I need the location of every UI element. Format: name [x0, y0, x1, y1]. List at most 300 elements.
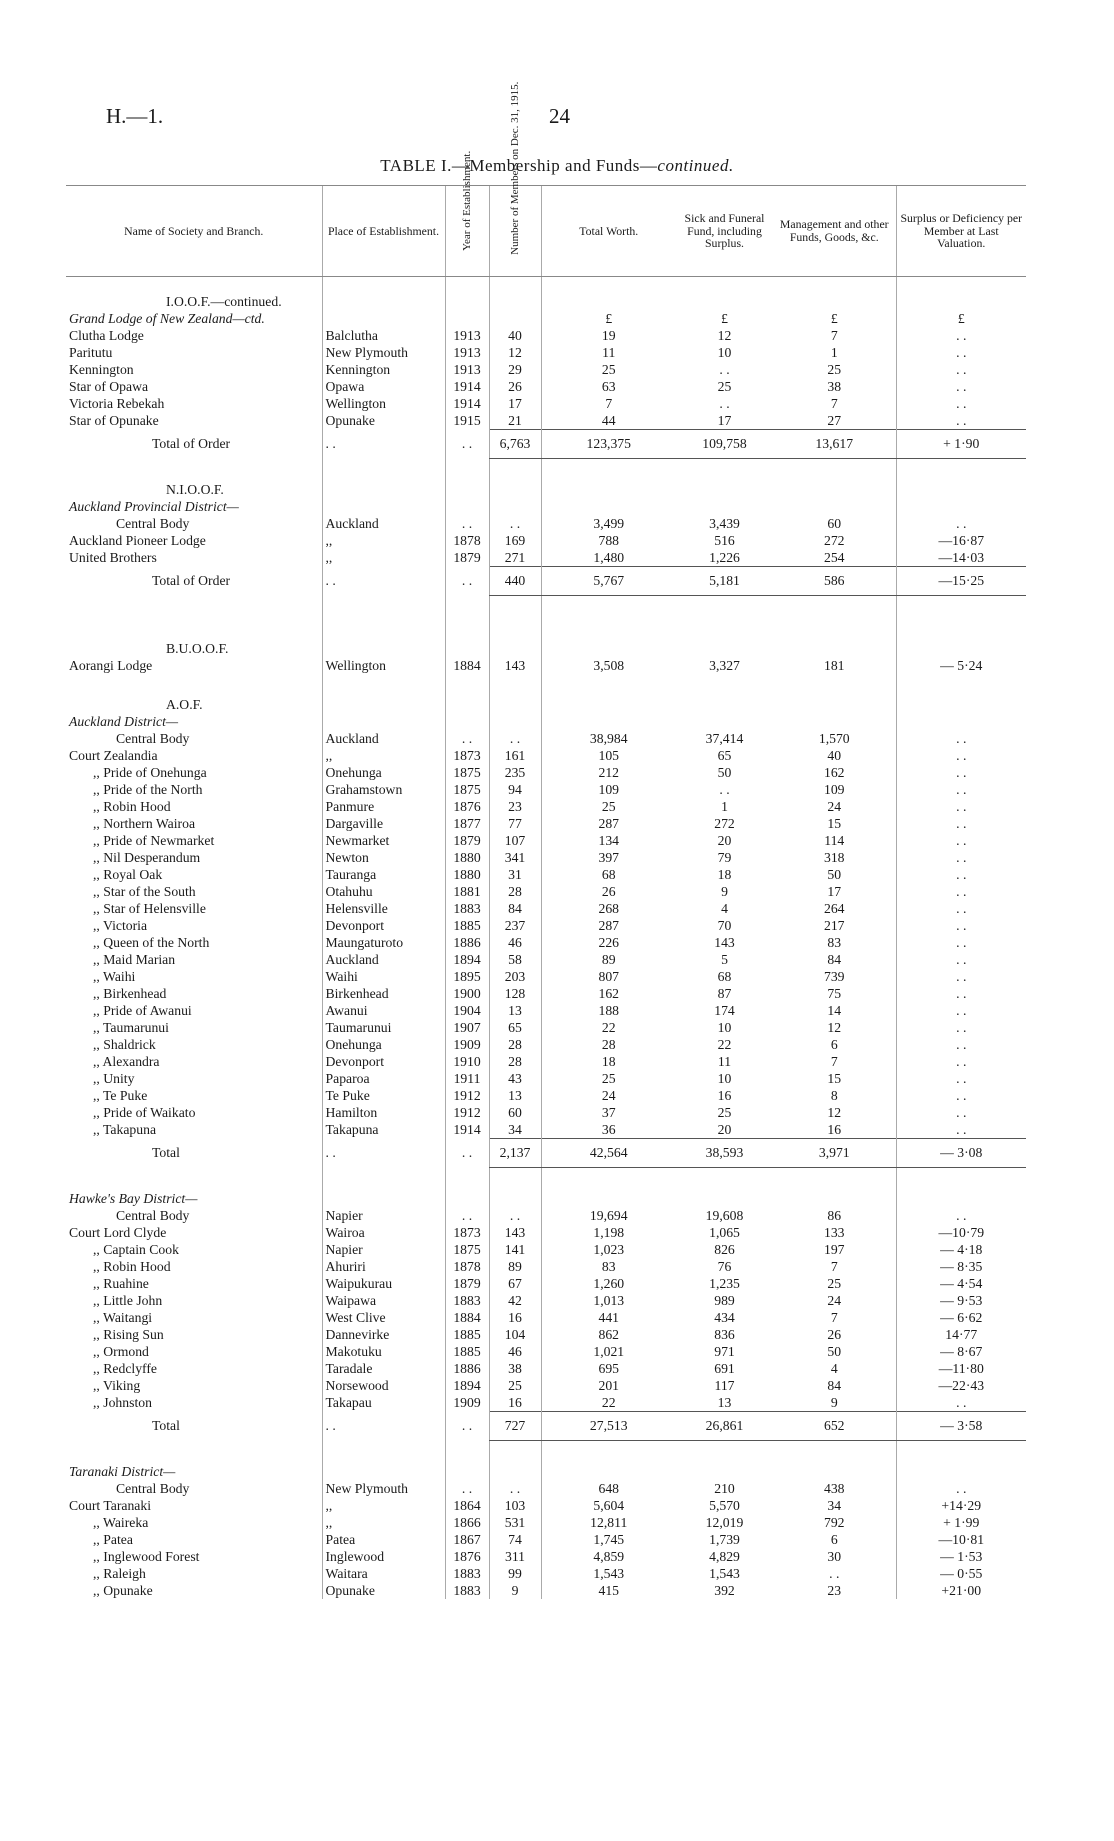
- cell-sick: 117: [714, 1378, 735, 1393]
- cell-worth: [541, 696, 676, 713]
- cell-mgmt: 6: [830, 1037, 838, 1052]
- cell-year: 1881: [445, 883, 489, 900]
- cell-place: Awanui: [322, 1002, 445, 1019]
- cell-place: . .: [322, 430, 445, 459]
- cell-year: 1878: [445, 532, 489, 549]
- table-row: [66, 968, 1026, 985]
- cell-name: ,, Inglewood Forest: [93, 1549, 200, 1564]
- table-row: [66, 713, 1026, 730]
- cell-worth: [541, 293, 676, 310]
- cell-worth: [541, 481, 676, 498]
- table-row: [66, 696, 1026, 713]
- cell-place: . .: [322, 567, 445, 596]
- cell-surplus: . .: [896, 1002, 1026, 1019]
- cell-surplus: . .: [896, 866, 1026, 883]
- cell-worth: 105: [541, 747, 676, 764]
- cell-sick: [676, 696, 773, 713]
- cell-place: Waipukurau: [322, 1275, 445, 1292]
- cell-name: ,, Opunake: [93, 1583, 153, 1598]
- cell-mgmt: [773, 640, 896, 657]
- cell-sick: 9: [721, 884, 728, 899]
- cell-members: 29: [489, 361, 541, 378]
- cell-sick: [676, 1168, 773, 1191]
- cell-surplus: . .: [896, 515, 1026, 532]
- cell-place: Dargaville: [322, 815, 445, 832]
- cell-worth: 83: [541, 1258, 676, 1275]
- cell-place: Opunake: [322, 412, 445, 430]
- cell-sick: 691: [714, 1361, 735, 1376]
- cell-name: ,, Takapuna: [93, 1122, 157, 1138]
- cell-mgmt: 40: [827, 748, 842, 763]
- cell-place: ,,: [322, 1497, 445, 1514]
- cell-members: 89: [489, 1258, 541, 1275]
- cell-year: 1879: [445, 549, 489, 567]
- cell-members: 107: [489, 832, 541, 849]
- cell-sick: [676, 674, 773, 696]
- cell-year: [445, 277, 489, 294]
- cell-mgmt: 12: [827, 1105, 842, 1120]
- cell-members: 13: [489, 1002, 541, 1019]
- cell-name: Auckland District—: [69, 714, 179, 729]
- cell-sick: 1: [721, 799, 728, 814]
- cell-mgmt: [773, 459, 896, 482]
- cell-worth: 1,013: [541, 1292, 676, 1309]
- table-row: [66, 866, 1026, 883]
- cell-surplus: [896, 596, 1026, 619]
- cell-worth: [541, 1463, 676, 1480]
- cell-mgmt: 38: [827, 379, 842, 394]
- cell-mgmt: 84: [827, 952, 842, 967]
- col-header-surplus: Surplus or Deficiency per Member at Last Valuation.: [896, 186, 1026, 277]
- table-row: [66, 1463, 1026, 1480]
- cell-name: Central Body: [116, 731, 190, 746]
- cell-sick: 5,181: [676, 567, 773, 596]
- table-row: [66, 1360, 1026, 1377]
- cell-members: 23: [489, 798, 541, 815]
- table-row: [66, 1121, 1026, 1139]
- table-row: [66, 832, 1026, 849]
- cell-worth: 63: [541, 378, 676, 395]
- table-row: [66, 1514, 1026, 1531]
- cell-place: [322, 618, 445, 640]
- col-header-members: [489, 81, 541, 277]
- cell-worth: 28: [541, 1036, 676, 1053]
- cell-sick: 989: [714, 1293, 735, 1308]
- cell-place: Onehunga: [322, 1036, 445, 1053]
- cell-surplus: — 3·58: [896, 1412, 1026, 1441]
- table-row: [66, 883, 1026, 900]
- cell-worth: [541, 1168, 676, 1191]
- cell-surplus: [896, 1168, 1026, 1191]
- cell-worth: 1,543: [541, 1565, 676, 1582]
- table-row: [66, 1394, 1026, 1412]
- cell-members: 58: [489, 951, 541, 968]
- cell-worth: 1,021: [541, 1343, 676, 1360]
- cell-surplus: 14·77: [896, 1326, 1026, 1343]
- page-number: 24: [549, 104, 570, 128]
- cell-place: Auckland: [322, 951, 445, 968]
- cell-worth: 201: [541, 1377, 676, 1394]
- cell-name: [66, 459, 322, 482]
- cell-members: 99: [489, 1565, 541, 1582]
- cell-surplus: + 1·90: [896, 430, 1026, 459]
- cell-surplus: — 9·53: [896, 1292, 1026, 1309]
- cell-surplus: . .: [896, 1053, 1026, 1070]
- cell-sick: [676, 1463, 773, 1480]
- cell-place: [322, 277, 445, 294]
- cell-name: ,, Robin Hood: [93, 1259, 171, 1274]
- cell-name: Taranaki District—: [69, 1464, 176, 1479]
- cell-surplus: . .: [896, 798, 1026, 815]
- table-row: [66, 1326, 1026, 1343]
- cell-place: Paparoa: [322, 1070, 445, 1087]
- cell-members: 12: [489, 344, 541, 361]
- cell-mgmt: [773, 674, 896, 696]
- cell-sick: 272: [714, 816, 735, 831]
- cell-mgmt: 792: [823, 1515, 845, 1530]
- cell-mgmt: [773, 1190, 896, 1207]
- table-body: [66, 277, 1026, 1600]
- cell-members: 94: [489, 781, 541, 798]
- cell-place: Ahuriri: [322, 1258, 445, 1275]
- cell-year: 1885: [445, 917, 489, 934]
- cell-year: 1876: [445, 1548, 489, 1565]
- cell-sick: 76: [717, 1259, 732, 1274]
- cell-surplus: . .: [896, 985, 1026, 1002]
- table-row: [66, 1258, 1026, 1275]
- cell-members: 67: [489, 1275, 541, 1292]
- cell-sick: 1,739: [709, 1532, 740, 1547]
- cell-sick: 174: [714, 1003, 735, 1018]
- table-title-main: TABLE I.—Membership and Funds—: [380, 156, 658, 175]
- table-row: [66, 1036, 1026, 1053]
- cell-place: Onehunga: [322, 764, 445, 781]
- table-row: [66, 1497, 1026, 1514]
- cell-worth: 12,811: [541, 1514, 676, 1531]
- cell-mgmt: 586: [773, 567, 896, 596]
- cell-worth: 44: [541, 412, 676, 430]
- cell-name: ,, Star of Helensville: [93, 901, 206, 916]
- cell-worth: 89: [541, 951, 676, 968]
- cell-place: Inglewood: [322, 1548, 445, 1565]
- cell-mgmt: 25: [827, 362, 842, 377]
- cell-members: . .: [489, 1207, 541, 1224]
- cell-worth: 226: [541, 934, 676, 951]
- cell-surplus: . .: [896, 361, 1026, 378]
- cell-members: 104: [489, 1326, 541, 1343]
- cell-sick: [676, 1190, 773, 1207]
- cell-surplus: . .: [896, 395, 1026, 412]
- cell-mgmt: 16: [827, 1122, 842, 1137]
- cell-place: ,,: [322, 1514, 445, 1531]
- table-row: [66, 1070, 1026, 1087]
- cell-worth: 26: [541, 883, 676, 900]
- cell-surplus: . .: [896, 1394, 1026, 1412]
- cell-mgmt: 23: [827, 1583, 842, 1598]
- cell-members: 25: [489, 1377, 541, 1394]
- cell-surplus: . .: [896, 1087, 1026, 1104]
- cell-surplus: +14·29: [896, 1497, 1026, 1514]
- table-row: [66, 730, 1026, 747]
- cell-surplus: [896, 1441, 1026, 1464]
- cell-mgmt: 9: [830, 1395, 838, 1410]
- cell-name: ,, Star of the South: [93, 884, 196, 899]
- cell-year: 1910: [445, 1053, 489, 1070]
- cell-sick: 826: [714, 1242, 735, 1257]
- cell-members: [489, 696, 541, 713]
- cell-surplus: . .: [896, 917, 1026, 934]
- col-header-year: [445, 150, 489, 277]
- cell-members: 271: [489, 549, 541, 567]
- cell-year: [445, 1168, 489, 1191]
- cell-sick: 25: [717, 1105, 732, 1120]
- cell-surplus: . .: [896, 747, 1026, 764]
- cell-mgmt: 7: [830, 1310, 838, 1325]
- cell-name: ,, Captain Cook: [93, 1242, 179, 1257]
- cell-surplus: . .: [896, 730, 1026, 747]
- cell-name: ,, Ruahine: [93, 1276, 149, 1291]
- table-row: [66, 1548, 1026, 1565]
- cell-worth: 22: [541, 1019, 676, 1036]
- table-row: [66, 1053, 1026, 1070]
- cell-worth: 1,023: [541, 1241, 676, 1258]
- cell-year: [445, 696, 489, 713]
- cell-name: Total of Order: [152, 436, 231, 451]
- cell-worth: 68: [541, 866, 676, 883]
- cell-name: Aorangi Lodge: [69, 658, 153, 673]
- cell-place: Waitara: [322, 1565, 445, 1582]
- cell-worth: 1,260: [541, 1275, 676, 1292]
- cell-members: [489, 674, 541, 696]
- cell-sick: 10: [717, 1020, 732, 1035]
- cell-mgmt: 739: [823, 969, 845, 984]
- col-header-members-label: Number of Members on Dec. 31, 1915.: [508, 81, 521, 255]
- cell-mgmt: 7: [830, 1259, 838, 1274]
- cell-sick: . .: [719, 396, 730, 411]
- cell-members: 128: [489, 985, 541, 1002]
- cell-sick: 19,608: [705, 1208, 744, 1223]
- cell-mgmt: [773, 696, 896, 713]
- cell-mgmt: 27: [827, 413, 842, 428]
- total-row: [66, 430, 1026, 459]
- table-row: [66, 1275, 1026, 1292]
- cell-year: 1886: [445, 1360, 489, 1377]
- table-row: [66, 395, 1026, 412]
- table-row: [66, 515, 1026, 532]
- cell-year: 1875: [445, 764, 489, 781]
- cell-name: ,, Waihi: [93, 969, 136, 984]
- cell-sick: 5: [721, 952, 728, 967]
- cell-mgmt: [773, 498, 896, 515]
- cell-sick: [676, 640, 773, 657]
- cell-mgmt: 30: [827, 1549, 842, 1564]
- cell-name: Star of Opunake: [69, 413, 159, 429]
- cell-sick: 13: [717, 1395, 732, 1410]
- cell-worth: 441: [541, 1309, 676, 1326]
- cell-worth: 3,508: [541, 657, 676, 674]
- cell-worth: 807: [541, 968, 676, 985]
- cell-place: [322, 1168, 445, 1191]
- cell-mgmt: 24: [827, 1293, 842, 1308]
- cell-year: 1883: [445, 1565, 489, 1582]
- cell-members: 28: [489, 1036, 541, 1053]
- cell-surplus: £: [896, 310, 1026, 327]
- cell-place: [322, 1441, 445, 1464]
- cell-sick: 38,593: [676, 1139, 773, 1168]
- cell-name: ,, Pride of Awanui: [93, 1003, 192, 1018]
- cell-worth: 268: [541, 900, 676, 917]
- col-header-place: Place of Establishment.: [322, 186, 445, 277]
- cell-worth: 37: [541, 1104, 676, 1121]
- table-row: [66, 1104, 1026, 1121]
- cell-surplus: [896, 1190, 1026, 1207]
- table-row: [66, 361, 1026, 378]
- cell-name: ,, Te Puke: [93, 1088, 148, 1103]
- cell-name: Auckland Provincial District—: [69, 499, 239, 514]
- cell-place: Balclutha: [322, 327, 445, 344]
- cell-surplus: [896, 293, 1026, 310]
- cell-sick: 1,543: [709, 1566, 740, 1581]
- cell-worth: [541, 640, 676, 657]
- cell-name: ,, Birkenhead: [93, 986, 167, 1001]
- cell-worth: 38,984: [541, 730, 676, 747]
- cell-sick: 26,861: [676, 1412, 773, 1441]
- cell-name: ,, Robin Hood: [93, 799, 171, 814]
- cell-year: 1884: [445, 657, 489, 674]
- cell-surplus: — 1·53: [896, 1548, 1026, 1565]
- cell-year: [445, 596, 489, 619]
- cell-sick: [676, 498, 773, 515]
- cell-worth: 212: [541, 764, 676, 781]
- cell-surplus: —10·81: [896, 1531, 1026, 1548]
- cell-members: 21: [489, 412, 541, 430]
- cell-place: Takapau: [322, 1394, 445, 1412]
- cell-worth: 1,480: [541, 549, 676, 567]
- spacer-row: [66, 1168, 1026, 1191]
- cell-year: 1883: [445, 900, 489, 917]
- cell-mgmt: [773, 277, 896, 294]
- cell-mgmt: [773, 713, 896, 730]
- cell-name: Court Taranaki: [69, 1498, 152, 1513]
- cell-name: ,, Royal Oak: [93, 867, 163, 882]
- cell-year: [445, 1463, 489, 1480]
- cell-year: 1895: [445, 968, 489, 985]
- cell-members: 74: [489, 1531, 541, 1548]
- cell-members: 28: [489, 1053, 541, 1070]
- cell-name: Hawke's Bay District—: [69, 1191, 198, 1206]
- cell-worth: 36: [541, 1121, 676, 1139]
- cell-members: 2,137: [489, 1139, 541, 1168]
- cell-worth: 695: [541, 1360, 676, 1377]
- cell-name: Court Lord Clyde: [69, 1225, 167, 1240]
- cell-surplus: +21·00: [896, 1582, 1026, 1599]
- cell-surplus: . .: [896, 1036, 1026, 1053]
- cell-mgmt: . .: [829, 1566, 840, 1581]
- cell-year: 1911: [445, 1070, 489, 1087]
- cell-year: 1877: [445, 815, 489, 832]
- cell-place: Napier: [322, 1241, 445, 1258]
- cell-surplus: —22·43: [896, 1377, 1026, 1394]
- cell-worth: £: [541, 310, 676, 327]
- cell-members: [489, 596, 541, 619]
- cell-sick: . .: [719, 782, 730, 797]
- cell-place: Opawa: [322, 378, 445, 395]
- table-title: [0, 156, 1114, 176]
- cell-place: [322, 293, 445, 310]
- cell-surplus: . .: [896, 327, 1026, 344]
- cell-surplus: — 4·18: [896, 1241, 1026, 1258]
- cell-worth: 42,564: [541, 1139, 676, 1168]
- cell-members: 84: [489, 900, 541, 917]
- cell-sick: 971: [714, 1344, 735, 1359]
- cell-mgmt: 1: [830, 345, 838, 360]
- cell-mgmt: 26: [827, 1327, 842, 1342]
- cell-members: 237: [489, 917, 541, 934]
- cell-worth: 287: [541, 917, 676, 934]
- cell-worth: 648: [541, 1480, 676, 1497]
- cell-surplus: . .: [896, 344, 1026, 361]
- cell-year: . .: [445, 1207, 489, 1224]
- cell-worth: 25: [541, 1070, 676, 1087]
- cell-sick: 70: [717, 918, 732, 933]
- cell-sick: 836: [714, 1327, 735, 1342]
- cell-mgmt: 60: [827, 516, 842, 531]
- cell-year: 1914: [445, 395, 489, 412]
- cell-sick: 3,327: [709, 658, 740, 673]
- cell-place: New Plymouth: [322, 344, 445, 361]
- table-row: [66, 1087, 1026, 1104]
- cell-name: ,, Unity: [93, 1071, 135, 1086]
- document-reference: H.—1.: [106, 104, 164, 128]
- cell-surplus: —10·79: [896, 1224, 1026, 1241]
- cell-mgmt: 254: [823, 550, 845, 565]
- cell-sick: 20: [717, 833, 732, 848]
- cell-sick: 143: [714, 935, 735, 950]
- cell-name: [66, 277, 322, 294]
- cell-name: ,, Northern Wairoa: [93, 816, 196, 831]
- cell-worth: [541, 713, 676, 730]
- cell-worth: 7: [541, 395, 676, 412]
- cell-place: Taumarunui: [322, 1019, 445, 1036]
- total-row: [66, 567, 1026, 596]
- cell-sick: 4,829: [709, 1549, 740, 1564]
- cell-members: 65: [489, 1019, 541, 1036]
- cell-members: [489, 618, 541, 640]
- cell-sick: 1,235: [709, 1276, 740, 1291]
- cell-mgmt: [773, 1441, 896, 1464]
- cell-surplus: —14·03: [896, 549, 1026, 567]
- cell-place: Devonport: [322, 917, 445, 934]
- cell-surplus: . .: [896, 1070, 1026, 1087]
- cell-year: [445, 459, 489, 482]
- cell-place: Norsewood: [322, 1377, 445, 1394]
- cell-year: 1900: [445, 985, 489, 1002]
- cell-mgmt: [773, 1168, 896, 1191]
- cell-worth: 109: [541, 781, 676, 798]
- cell-members: [489, 481, 541, 498]
- cell-sick: 18: [717, 867, 732, 882]
- cell-sick: [676, 596, 773, 619]
- spacer-row: [66, 674, 1026, 696]
- cell-sick: 65: [717, 748, 732, 763]
- cell-year: 1866: [445, 1514, 489, 1531]
- cell-place: ,,: [322, 532, 445, 549]
- cell-name: [66, 596, 322, 619]
- cell-name: [66, 1441, 322, 1464]
- cell-worth: 415: [541, 1582, 676, 1599]
- table-row: [66, 798, 1026, 815]
- table-row: [66, 781, 1026, 798]
